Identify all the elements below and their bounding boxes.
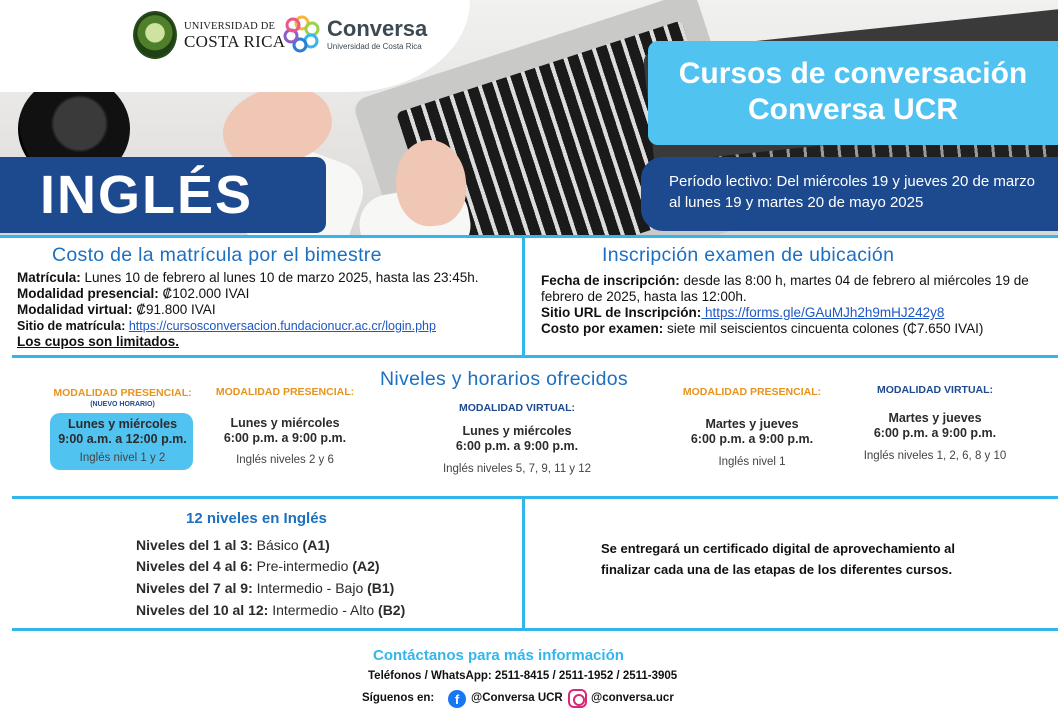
- placement-url-line: Sitio URL de Inscripción: https://forms.gle/GAuMJh2h9mHJ242y8: [541, 305, 945, 320]
- instagram-icon[interactable]: [568, 689, 587, 708]
- conversa-logo-icon: [282, 14, 322, 54]
- schedules-title: Niveles y horarios ofrecidos: [380, 368, 628, 390]
- level-line-3: Niveles del 7 al 9: Intermedio - Bajo (B1): [136, 580, 395, 596]
- period-box: Período lectivo: Del miércoles 19 y jueves 20 de marzo al lunes 19 y martes 20 de mayo 2025: [641, 157, 1058, 231]
- course-title-line2: Conversa UCR: [747, 93, 959, 126]
- cost-info: [17, 270, 527, 350]
- schedule-column-1: MODALIDAD PRESENCIAL: (NUEVO HORARIO) Lunes y miércoles 9:00 a.m. a 12:00 p.m. Inglés nivel 1 y 2: [53, 387, 192, 464]
- divider-after-schedules: [12, 496, 1058, 499]
- enrollment-line: Matrícula: Lunes 10 de febrero al lunes 10 de marzo 2025, hasta las 23:45h.: [17, 270, 479, 285]
- divider-before-footer: [12, 628, 1058, 631]
- enrollment-site-line: Sitio de matrícula: https://cursosconversacion.fundacionucr.ac.cr/login.php: [17, 319, 436, 333]
- certificate-note: Se entregará un certificado digital de aprovechamiento al finalizar cada una de las etapas de los diferentes cursos.: [601, 541, 955, 577]
- course-title-line1: Cursos de conversación: [678, 57, 1028, 90]
- ucr-wordmark: UNIVERSIDAD DE COSTA RICA: [184, 21, 286, 51]
- level-line-1: Niveles del 1 al 3: Básico (A1): [136, 537, 330, 553]
- facebook-icon[interactable]: f: [448, 690, 466, 708]
- schedule-column-3: MODALIDAD VIRTUAL: Lunes y miércoles 6:00 p.m. a 9:00 p.m. Inglés niveles 5, 7, 9, 11 y 12: [442, 402, 592, 475]
- divider-after-costs: [12, 355, 1058, 358]
- levels-title: 12 niveles en Inglés: [186, 510, 327, 527]
- course-title-box: [648, 41, 1058, 145]
- placement-cost-line: Costo por examen: siete mil seiscientos cincuenta colones (₵7.650 IVAI): [541, 321, 984, 336]
- instagram-handle[interactable]: @conversa.ucr: [591, 692, 674, 704]
- contact-title: Contáctanos para más información: [373, 647, 624, 664]
- ucr-seal-icon: [133, 11, 177, 59]
- placement-form-link[interactable]: https://forms.gle/GAuMJh2h9mHJ242y8: [701, 305, 945, 320]
- enrollment-site-link[interactable]: https://cursosconversacion.fundacionucr.ac.cr/login.php: [128, 319, 436, 333]
- divider-vertical-bottom: [522, 496, 525, 628]
- conversa-wordmark: Conversa Universidad de Costa Rica: [327, 16, 428, 51]
- facebook-handle[interactable]: @Conversa UCR: [471, 692, 563, 704]
- presencial-price-line: Modalidad presencial: ₡102.000 IVAI: [17, 286, 250, 301]
- schedule-column-2: MODALIDAD PRESENCIAL: Lunes y miércoles 6:00 p.m. a 9:00 p.m. Inglés niveles 2 y 6: [215, 386, 355, 466]
- phone-numbers: Teléfonos / WhatsApp: 2511-8415 / 2511-1952 / 2511-3905: [368, 670, 678, 682]
- virtual-price-line: Modalidad virtual: ₡91.800 IVAI: [17, 302, 216, 317]
- schedule-column-5: MODALIDAD VIRTUAL: Martes y jueves 6:00 p.m. a 9:00 p.m. Inglés niveles 1, 2, 6, 8 y 10: [863, 384, 1007, 462]
- level-line-2: Niveles del 4 al 6: Pre-intermedio (A2): [136, 558, 380, 574]
- schedule-column-4: MODALIDAD PRESENCIAL: Martes y jueves 6:00 p.m. a 9:00 p.m. Inglés nivel 1: [682, 386, 822, 468]
- cost-title: Costo de la matrícula por el bimestre: [52, 244, 382, 266]
- placement-info: [541, 273, 1046, 337]
- level-line-4: Niveles del 10 al 12: Intermedio - Alto (B2): [136, 602, 406, 618]
- hero-photo: [0, 0, 1058, 235]
- language-banner: INGLÉS: [0, 157, 326, 233]
- divider-top: [0, 235, 1058, 238]
- follow-label: Síguenos en:: [362, 692, 435, 704]
- placement-title: Inscripción examen de ubicación: [602, 244, 895, 266]
- placement-date-line: Fecha de inscripción: desde las 8:00 h, martes 04 de febrero al miércoles 19 de febrero de 2025, hasta las 12:00h.: [541, 273, 1029, 304]
- limited-seats-note: Los cupos son limitados.: [17, 334, 180, 349]
